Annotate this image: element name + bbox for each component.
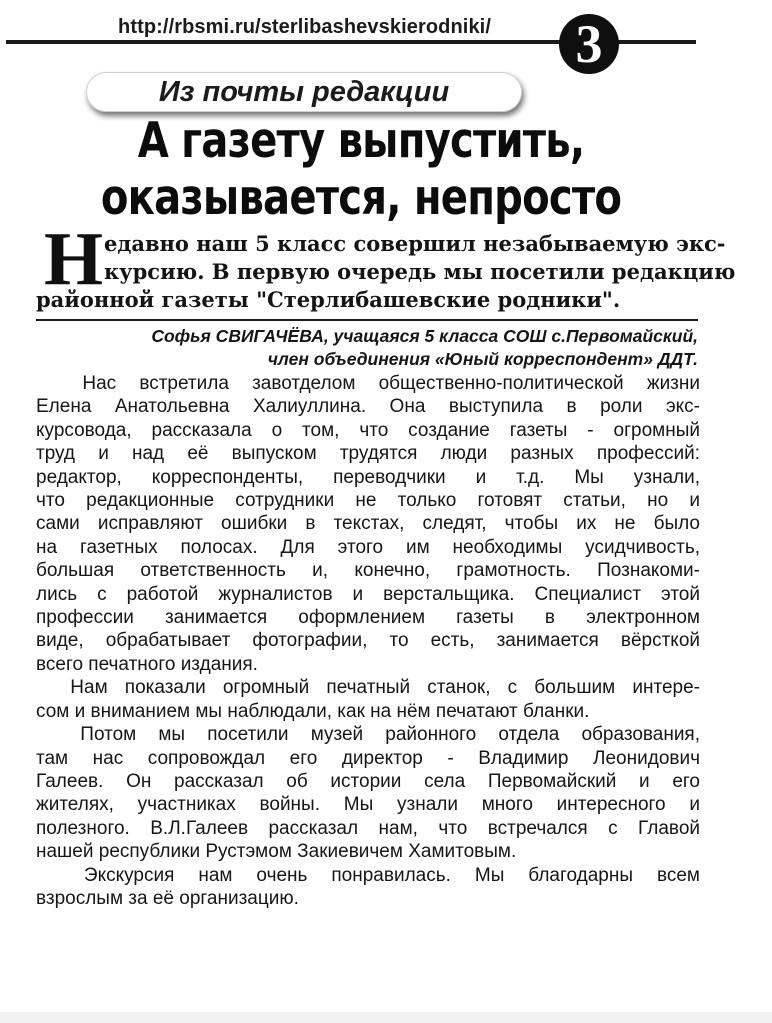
body-line: на газетных полосах. Для этого им необходимы усидчивость, (36, 536, 700, 558)
body-line: что редакционные сотрудники не только готовят статьи, но и (36, 490, 700, 512)
body-line: полезного. В.Л.Галеев рассказал нам, что встречался с Главой (36, 817, 700, 839)
lead-line-2: курсию. В первую очередь мы посетили редакцию (104, 259, 736, 284)
body-line: Потом мы посетили музей районного отдела образования, (36, 724, 700, 746)
body-line: курсовода, рассказала о том, что создание газеты - огромный (36, 419, 700, 441)
body-line: Экскурсия нам очень понравилась. Мы благодарны всем (36, 864, 700, 886)
body-line: там нас сопровождал его директор - Владимир Леонидович (36, 747, 700, 769)
byline-line-2: член объединения «Юный корреспондент» ДДТ. (267, 349, 698, 369)
body-line: Галеев. Он рассказал об истории села Первомайский и его (36, 770, 700, 792)
body-line: профессии занимается оформлением газеты в электронном (36, 607, 700, 629)
byline-line-1: Софья СВИГАЧЁВА, учащаяся 5 класса СОШ с.Первомайский, (151, 326, 698, 346)
body-line: нашей республики Рустэмом Закиевичем Хамитовым. (36, 841, 517, 863)
body-line: Елена Анатольевна Халиуллина. Она выступила в роли экс- (36, 396, 700, 418)
body-line: Нас встретила завотделом общественно-политической жизни (36, 373, 700, 394)
lead-drop-cap: Н (44, 217, 104, 301)
lead-line-1: едавно наш 5 класс совершил незабываемую экс- (104, 231, 726, 256)
page-bottom-edge (0, 1012, 772, 1023)
lead-line-3: районной газеты "Стерлибашевские родники". (36, 287, 621, 312)
body-line: Нам показали огромный печатный станок, с большим интере- (36, 677, 700, 699)
headline-line-1: А газету выпустить, (137, 112, 585, 169)
body-line: виде, обрабатывает фотографии, то есть, занимается вёрсткой (36, 630, 700, 652)
body-line: большая ответственность и, конечно, грамотность. Познакоми- (36, 560, 700, 582)
body-line: сами исправляют ошибки в текстах, следят, чтобы их не было (36, 513, 700, 535)
body-line: труд и над её выпуском трудятся люди разных профессий: (36, 443, 700, 465)
body-line: взрослым за её организацию. (36, 887, 299, 909)
article-headline (95, 112, 628, 226)
author-byline (36, 325, 698, 371)
body-line: всего печатного издания. (36, 653, 258, 675)
body-line: сом и вниманием мы наблюдали, как на нём печатают бланки. (36, 700, 590, 722)
body-line: лись с работой журналистов и верстальщика. Специалист этой (36, 583, 700, 605)
header-url: http://rbsmi.ru/sterlibashevskierodniki/ (118, 16, 491, 38)
page-number: 3 (559, 14, 619, 74)
headline-line-2: оказывается, непросто (100, 169, 622, 226)
lead-divider (36, 319, 698, 321)
rubric-label: Из почты редакции (86, 72, 522, 112)
body-line: жителях, участниках войны. Мы узнали много интересного и (36, 794, 700, 816)
article-body (36, 372, 700, 910)
body-line: редактор, корреспонденты, переводчики и т.д. Мы узнали, (36, 466, 700, 488)
article-lead (36, 230, 736, 314)
